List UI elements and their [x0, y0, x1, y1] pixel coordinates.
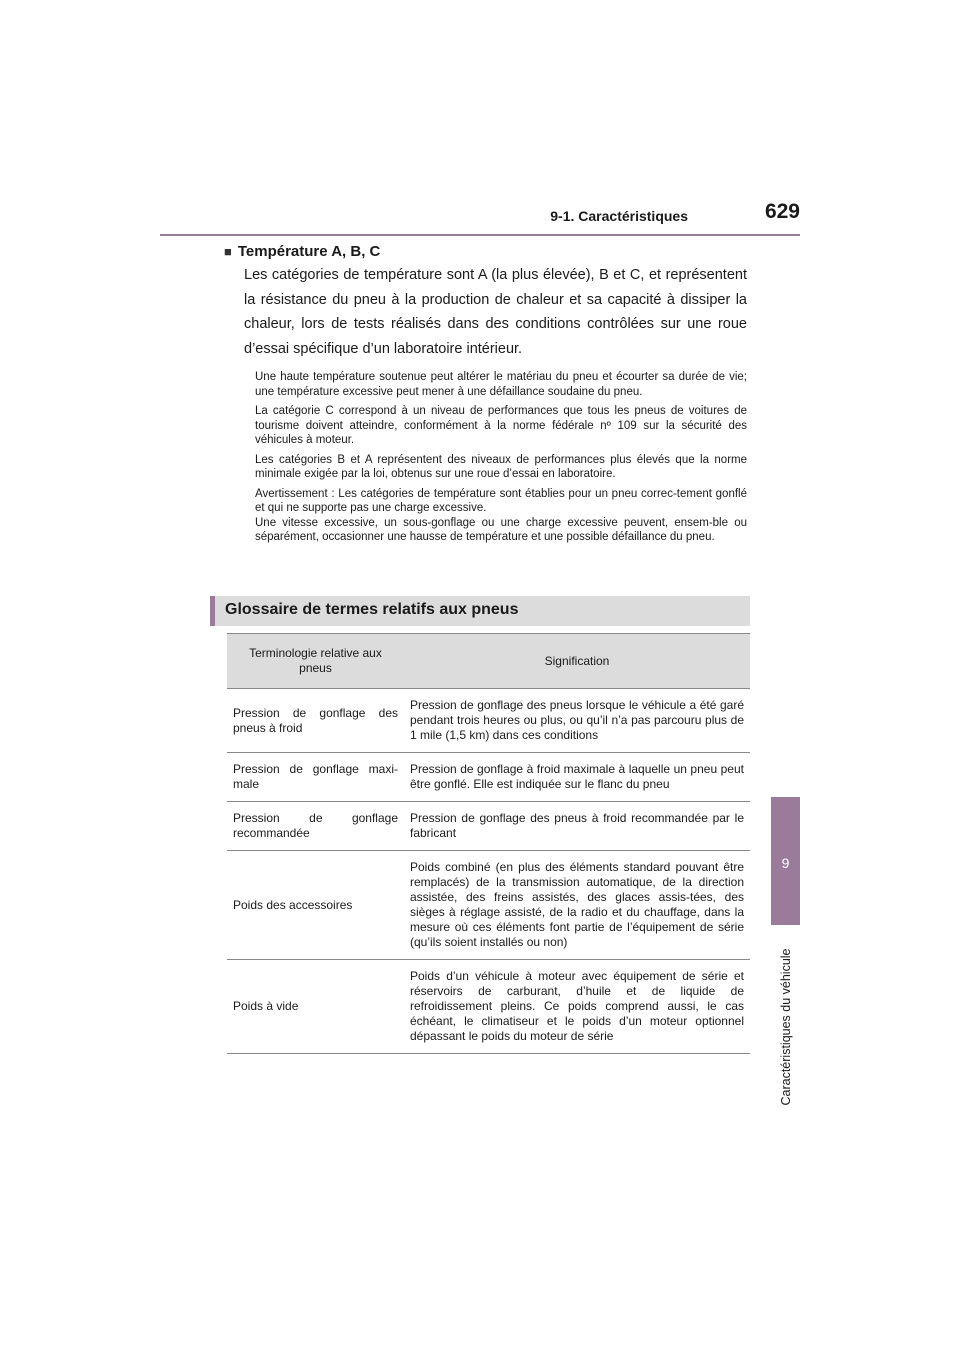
meaning-cell: Pression de gonflage des pneus lorsque le véhicule a été garé pendant trois heures ou plus, ou qu’il n’a pas parcouru plus de 1 mile (1,5 km) dans ces conditions: [404, 689, 750, 753]
chapter-label: [770, 932, 802, 1122]
page-header: [160, 196, 800, 236]
column-header-meaning: Signification: [404, 634, 750, 689]
temperature-heading-text: Température A, B, C: [237, 243, 381, 260]
table-row: [227, 851, 750, 960]
term-cell: Pression de gonflage recommandée: [227, 802, 404, 851]
term-cell: Poids des accessoires: [227, 851, 404, 960]
temperature-heading: [224, 243, 744, 260]
chapter-tab[interactable]: [771, 797, 800, 925]
glossary-banner: [210, 596, 750, 626]
meaning-cell: Poids d’un véhicule à moteur avec équipement de série et réservoirs de carburant, d’huile et de liquide de refroidissement pleins. Ce poids comprend aussi, le cas échéant, le climatiseur et le poids d’un moteur optionnel dépassant le poids du moteur de série: [404, 960, 750, 1054]
table-header-row: [227, 634, 750, 689]
term-cell: Poids à vide: [227, 960, 404, 1054]
temperature-body: Les catégories de température sont A (la plus élevée), B et C, et représentent la résistance du pneu à la production de chaleur et sa capacité à dissiper la chaleur, lors de tests réalisés dans des conditions contrôlées sur une roue d’essai spécifique d’un laboratoire intérieur.: [244, 267, 747, 357]
meaning-cell: Pression de gonflage à froid maximale à laquelle un pneu peut être gonflé. Elle est indiquée sur le flanc du pneu: [404, 753, 750, 802]
meaning-cell: Pression de gonflage des pneus à froid recommandée par le fabricant: [404, 802, 750, 851]
banner-accent-bar: [210, 596, 215, 626]
chapter-number: 9: [781, 855, 790, 871]
glossary-table: [227, 633, 750, 1054]
table-row: [227, 753, 750, 802]
note-paragraph: Les catégories B et A représentent des niveaux de performances plus élevés que la norme minimale exigée par la loi, obtenus sur une roue d’essai en laboratoire.: [255, 453, 747, 480]
term-cell: Pression de gonflage maxi-male: [227, 753, 404, 802]
meaning-cell: Poids combiné (en plus des éléments standard pouvant être remplacés) de la transmission automatique, de la direction assistée, des freins assistés, des glaces assis-tées, des sièges à réglage assisté, de la radio et du chauffage, dans la mesure où ces éléments font partie de l’équipement de série (qu’ils soient installés ou non): [404, 851, 750, 960]
header-rule: [160, 234, 800, 236]
temperature-notes: [255, 370, 747, 545]
note-paragraph: Une haute température soutenue peut altérer le matériau du pneu et écourter sa durée de vie; une température excessive peut mener à une défaillance soudaine du pneu.: [255, 371, 747, 398]
table-row: [227, 802, 750, 851]
temperature-section: [224, 243, 747, 550]
note-paragraph: Une vitesse excessive, un sous-gonflage ou une charge excessive peuvent, ensem-ble ou séparément, occasionner une hausse de température et une possible défaillance du pneu.: [255, 516, 747, 543]
table-row: [227, 689, 750, 753]
section-title: 9-1. Caractéristiques: [550, 208, 688, 224]
chapter-label-text: Caractéristiques du véhicule: [779, 948, 793, 1106]
glossary-title: Glossaire de termes relatifs aux pneus: [225, 601, 519, 618]
table-row: [227, 960, 750, 1054]
square-bullet-icon: ■: [224, 244, 232, 259]
column-header-term: Terminologie relative aux pneus: [227, 634, 404, 689]
page-number: 629: [764, 200, 800, 223]
note-paragraph: Avertissement : Les catégories de température sont établies pour un pneu correc-tement gonflé et qui ne supporte pas une charge excessive.: [255, 487, 747, 514]
note-paragraph: La catégorie C correspond à un niveau de performances que tous les pneus de voitures de tourisme doivent atteindre, conformément à la norme fédérale nº 109 sur la sécurité des véhicules à moteur.: [255, 405, 747, 446]
term-cell: Pression de gonflage des pneus à froid: [227, 689, 404, 753]
